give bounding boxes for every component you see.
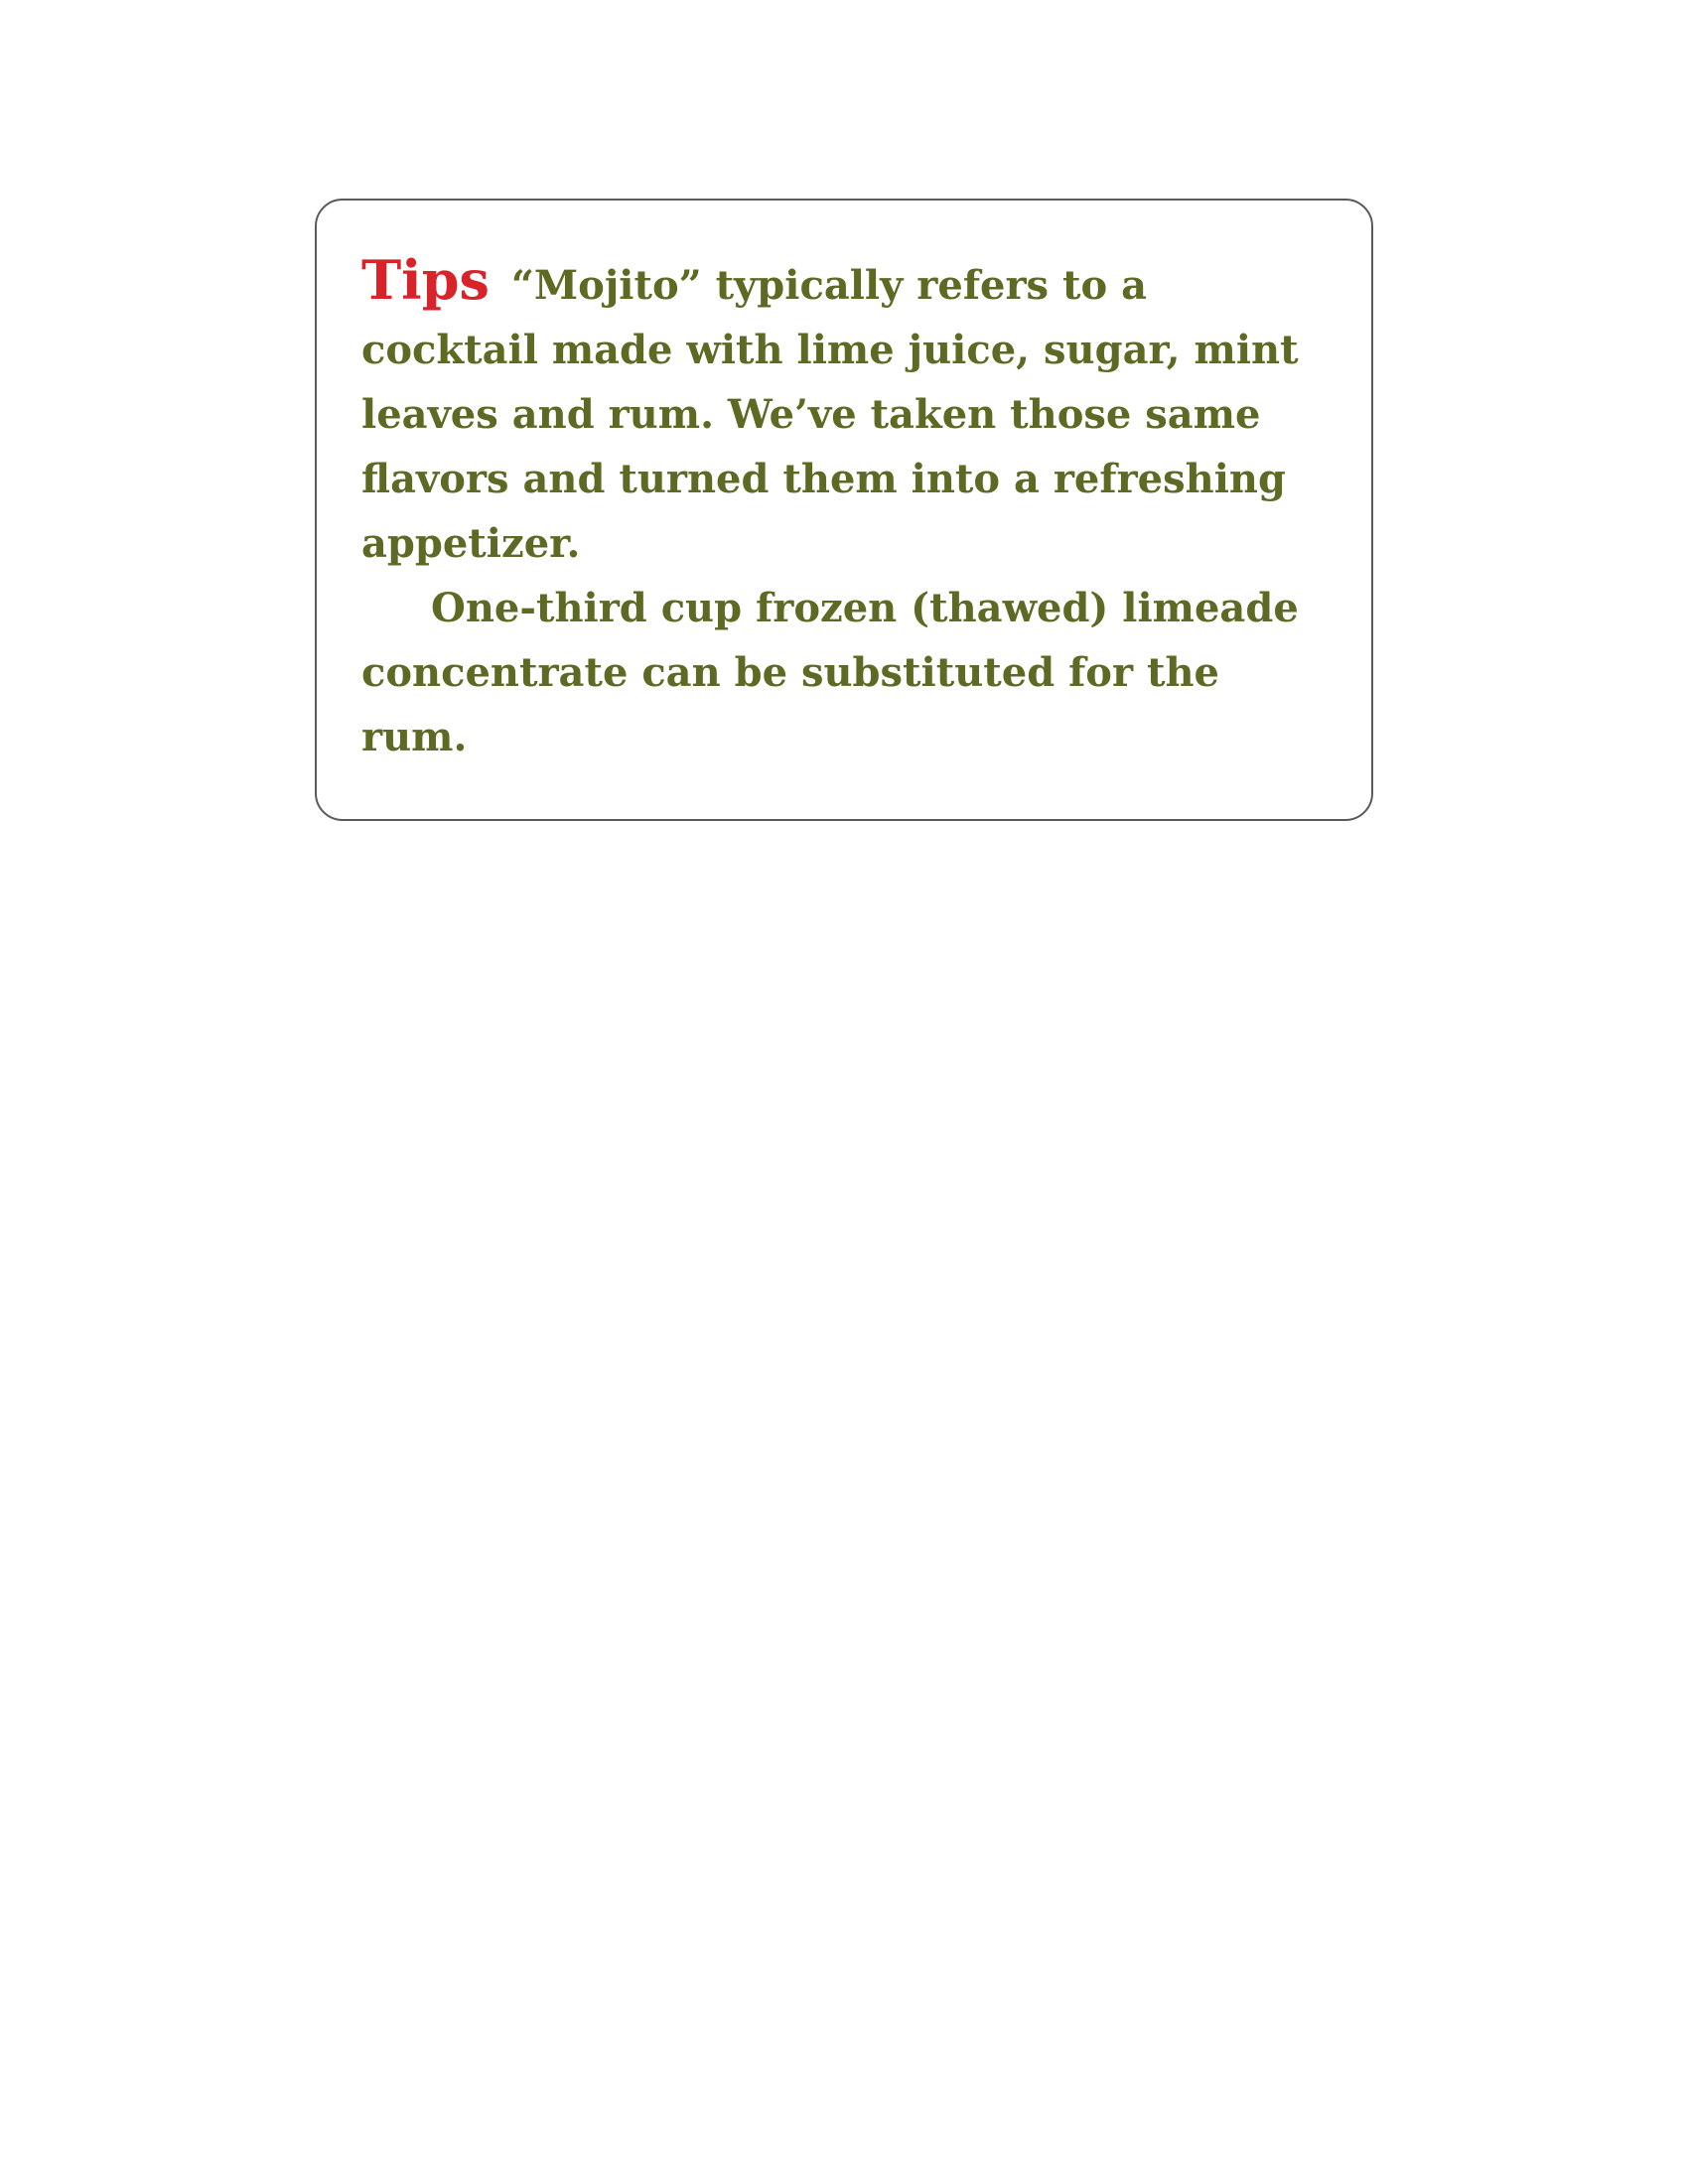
tips-paragraph-1 (361, 248, 1328, 576)
tips-box (315, 199, 1373, 821)
tips-paragraph-1-text: “Mojito” typically refers to a cocktail made with lime juice, sugar, mint leaves and rum. We’ve taken those same flavors and turned them into a refreshing appetizer. (361, 262, 1299, 567)
tips-paragraph-2: One-third cup frozen (thawed) limeade concentrate can be substituted for the rum. (361, 585, 1299, 760)
tips-label: Tips (361, 248, 490, 312)
